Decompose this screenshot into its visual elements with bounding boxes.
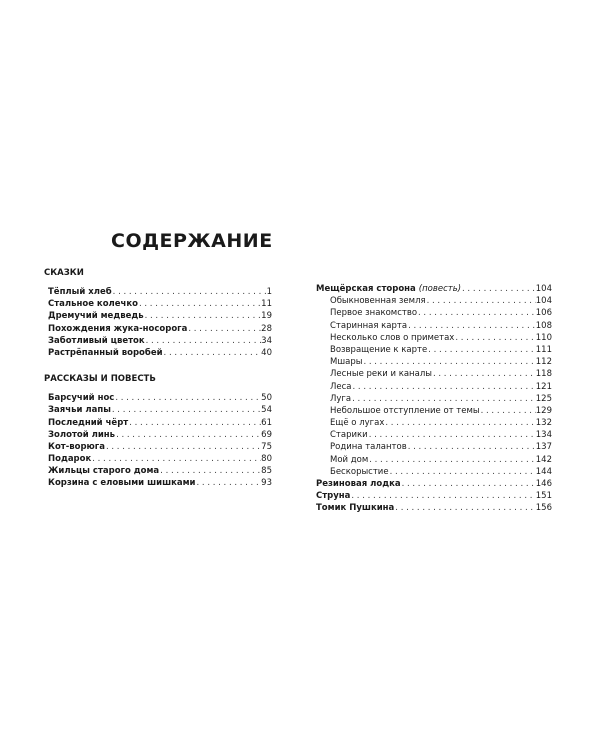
entry-page: 28	[261, 323, 272, 334]
entry-title: Несколько слов о приметах	[330, 332, 455, 343]
entry-title: Струна	[316, 491, 351, 502]
toc-subentry	[316, 417, 552, 429]
toc-entry	[316, 478, 552, 490]
entry-page: 34	[261, 335, 272, 346]
entry-page: 134	[535, 430, 552, 441]
entry-page: 1	[266, 287, 272, 297]
leader-dots	[350, 490, 535, 502]
toc-entry	[48, 310, 272, 322]
entry-title: Похождения жука-носорога	[48, 323, 188, 334]
entry-page: 40	[261, 347, 272, 358]
entry-page: 93	[261, 478, 272, 489]
leader-dots	[384, 417, 535, 429]
entry-title: Корзина с еловыми шишками	[48, 478, 196, 489]
entry-title: Резиновая лодка	[316, 479, 401, 489]
toc-entry	[48, 347, 272, 359]
leader-dots	[351, 393, 536, 405]
entry-page: 111	[535, 344, 552, 355]
entry-title: Старинная карта	[330, 320, 408, 331]
entry-page: 121	[535, 381, 552, 392]
leader-dots	[91, 453, 261, 465]
stories-list	[44, 392, 272, 490]
entry-title: Ещё о лугах	[330, 418, 385, 429]
entry-page: 61	[261, 417, 272, 428]
toc-subentry	[316, 368, 552, 380]
entry-title: Жильцы старого дома	[48, 466, 160, 477]
entry-title: Старики	[330, 430, 368, 441]
entry-title: Небольшое отступление от темы	[330, 405, 480, 416]
entry-title: Бескорыстие	[330, 466, 389, 477]
entry-title: Заячьи лапы	[48, 405, 111, 416]
entry-page: 142	[535, 454, 552, 465]
after-list	[316, 478, 552, 515]
entry-title: Тёплый хлеб	[48, 287, 112, 297]
entry-page: 75	[261, 441, 272, 452]
toc-entry	[48, 323, 272, 335]
toc-entry	[316, 490, 552, 502]
entry-page: 112	[535, 357, 552, 368]
toc-entry-main	[316, 283, 552, 295]
entry-page: 54	[261, 405, 272, 416]
leader-dots	[163, 347, 262, 359]
leader-dots	[417, 307, 536, 319]
leader-dots	[432, 368, 536, 380]
leader-dots	[114, 392, 261, 404]
leader-dots	[389, 466, 536, 478]
entry-page: 137	[535, 442, 552, 453]
leader-dots	[128, 417, 261, 429]
entry-title: Мшары	[330, 357, 363, 368]
entry-title: Возвращение к карте	[330, 344, 428, 355]
toc-subentry	[316, 320, 552, 332]
entry-page: 156	[535, 503, 552, 514]
leader-dots	[196, 477, 262, 489]
toc-entry	[48, 404, 272, 416]
entry-title: Обыкновенная земля	[330, 296, 426, 307]
leader-dots	[187, 323, 261, 335]
leader-dots	[368, 429, 536, 441]
toc-subentry	[316, 429, 552, 441]
entry-page: 118	[535, 369, 552, 380]
entry-page: 11	[261, 299, 272, 310]
entry-title	[316, 283, 461, 295]
toc-subentry	[316, 356, 552, 368]
toc-entry	[48, 429, 272, 441]
entry-title: Барсучий нос	[48, 393, 115, 404]
leader-dots	[407, 320, 536, 332]
toc-subentry	[316, 393, 552, 405]
entry-page: 151	[535, 491, 552, 502]
toc-subentry	[316, 295, 552, 307]
entry-page: 132	[535, 418, 552, 429]
entry-title: Кот-ворюга	[48, 441, 105, 452]
toc-entry	[48, 477, 272, 489]
leader-dots	[159, 465, 261, 477]
leader-dots	[112, 286, 267, 298]
toc-entry	[48, 286, 272, 298]
entry-title: Растрёпанный воробей	[48, 347, 163, 358]
leader-dots	[426, 295, 536, 307]
leader-dots	[427, 344, 536, 356]
entry-title: Подарок	[48, 454, 92, 465]
toc-subentry	[316, 332, 552, 344]
leader-dots	[368, 454, 536, 466]
leader-dots	[362, 356, 535, 368]
entry-page: 85	[261, 466, 272, 477]
entry-title: Леса	[330, 381, 352, 392]
entry-title-text: Мещёрская сторона	[316, 284, 416, 294]
toc-subentry	[316, 466, 552, 478]
toc-entry	[316, 502, 552, 514]
entry-page: 110	[535, 332, 552, 343]
section-heading-stories: РАССКАЗЫ И ПОВЕСТЬ	[44, 374, 156, 385]
toc-entry	[48, 392, 272, 404]
section-heading-tales: СКАЗКИ	[44, 268, 84, 278]
chapters-list	[316, 295, 552, 478]
toc-subentry	[316, 344, 552, 356]
entry-page: 144	[535, 466, 552, 477]
toc-left-column	[44, 268, 272, 490]
toc-right-column	[316, 283, 552, 515]
entry-title: Родина талантов	[330, 442, 407, 453]
entry-page: 104	[535, 296, 552, 307]
toc-entry	[48, 453, 272, 465]
entry-page: 69	[261, 429, 272, 440]
leader-dots	[394, 502, 535, 514]
toc-entry	[48, 465, 272, 477]
toc-entry	[48, 417, 272, 429]
leader-dots	[461, 283, 536, 295]
page-title: СОДЕРЖАНИЕ	[111, 230, 273, 252]
entry-title: Луга	[330, 393, 352, 404]
toc-subentry	[316, 307, 552, 319]
toc-subentry	[316, 454, 552, 466]
leader-dots	[105, 441, 261, 453]
entry-page: 80	[261, 454, 272, 465]
leader-dots	[115, 429, 261, 441]
toc-entry	[48, 441, 272, 453]
leader-dots	[454, 332, 535, 344]
leader-dots	[480, 405, 536, 417]
entry-title: Золотой линь	[48, 429, 116, 440]
entry-page: 108	[535, 320, 552, 331]
entry-title: Последний чёрт	[48, 417, 129, 428]
leader-dots	[352, 381, 536, 393]
entry-page: 19	[261, 311, 272, 322]
entry-note: (повесть)	[418, 284, 462, 294]
tales-list	[44, 286, 272, 359]
entry-page: 146	[535, 479, 552, 489]
entry-page: 104	[535, 284, 552, 294]
entry-title: Дремучий медведь	[48, 311, 144, 322]
leader-dots	[111, 404, 261, 416]
entry-title: Лесные реки и каналы	[330, 369, 432, 380]
entry-page: 50	[261, 393, 272, 404]
entry-page: 129	[535, 405, 552, 416]
leader-dots	[401, 478, 536, 490]
entry-title: Заботливый цветок	[48, 335, 145, 346]
toc-subentry	[316, 381, 552, 393]
toc-subentry	[316, 441, 552, 453]
toc-subentry	[316, 405, 552, 417]
leader-dots	[144, 310, 262, 322]
entry-page: 125	[535, 393, 552, 404]
leader-dots	[138, 298, 261, 310]
leader-dots	[145, 335, 262, 347]
entry-title: Мой дом	[330, 454, 369, 465]
leader-dots	[407, 441, 536, 453]
entry-page: 106	[535, 308, 552, 319]
toc-entry	[48, 298, 272, 310]
entry-title: Стальное колечко	[48, 299, 138, 310]
entry-title: Томик Пушкина	[316, 503, 395, 514]
toc-entry	[48, 335, 272, 347]
entry-title: Первое знакомство	[330, 308, 418, 319]
